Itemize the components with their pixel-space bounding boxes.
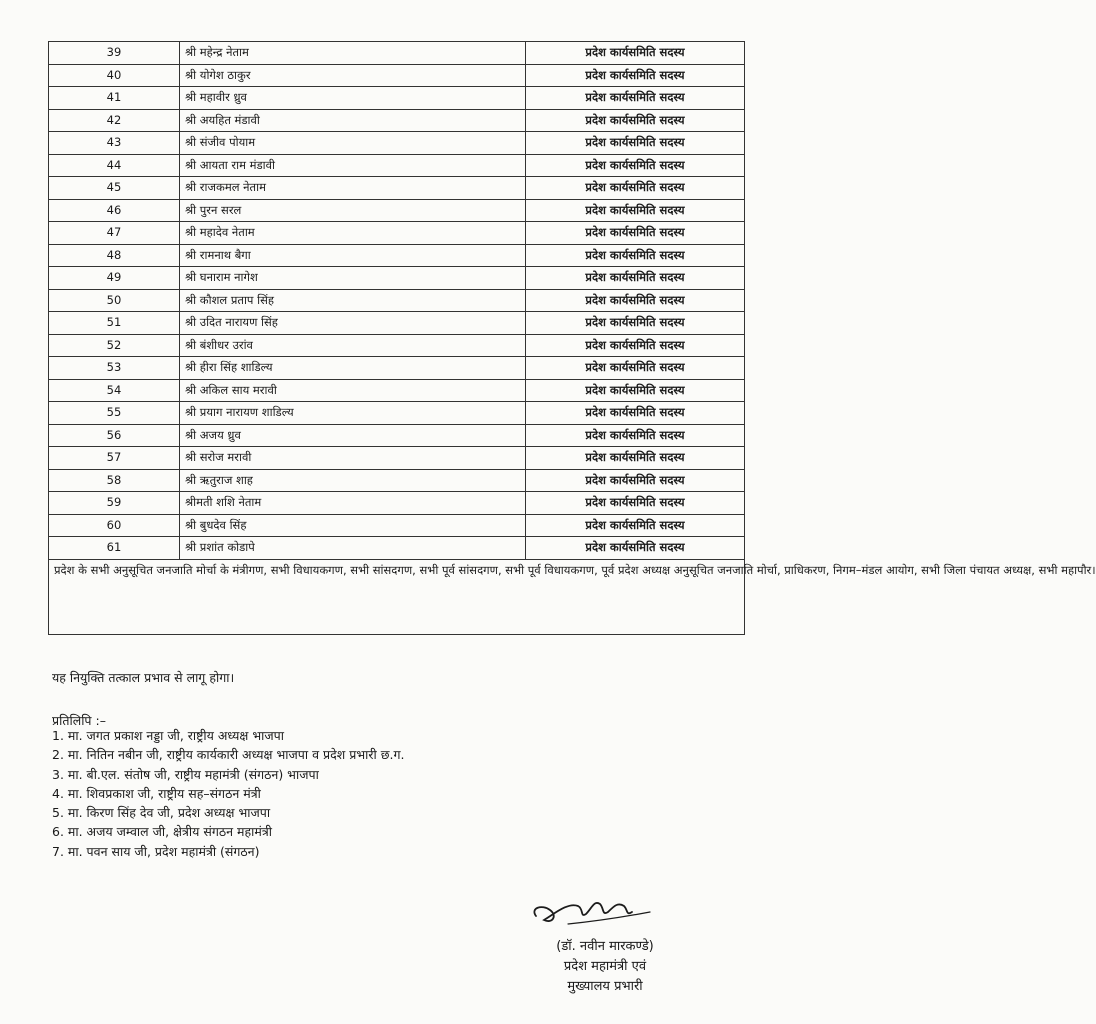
table-row — [49, 199, 745, 222]
member-name: श्री हीरा सिंह शाडिल्य — [180, 357, 526, 380]
member-name: श्री अयहित मंडावी — [180, 109, 526, 132]
copy-list-item: 4. मा. शिवप्रकाश जी, राष्ट्रीय सह–संगठन मंत्री — [52, 785, 261, 801]
copy-list-item: 7. मा. पवन साय जी, प्रदेश महामंत्री (संगठन) — [52, 843, 260, 859]
table-row — [49, 447, 745, 470]
table-row — [49, 289, 745, 312]
table-row — [49, 334, 745, 357]
serial-number: 55 — [49, 402, 180, 425]
serial-number: 40 — [49, 64, 180, 87]
copy-list-item: 3. मा. बी.एल. संतोष जी, राष्ट्रीय महामंत्री (संगठन) भाजपा — [52, 766, 319, 782]
serial-number: 49 — [49, 267, 180, 290]
member-role: प्रदेश कार्यसमिति सदस्य — [526, 379, 745, 402]
member-name: श्री सरोज मरावी — [180, 447, 526, 470]
member-role: प्रदेश कार्यसमिति सदस्य — [526, 222, 745, 245]
table-row — [49, 379, 745, 402]
member-name: श्री महावीर ध्रुव — [180, 87, 526, 110]
signature-image — [528, 884, 658, 934]
member-name: श्री ऋतुराज शाह — [180, 469, 526, 492]
member-name: श्री अजय ध्रुव — [180, 424, 526, 447]
member-role: प्रदेश कार्यसमिति सदस्य — [526, 154, 745, 177]
serial-number: 52 — [49, 334, 180, 357]
member-role: प्रदेश कार्यसमिति सदस्य — [526, 537, 745, 560]
serial-number: 58 — [49, 469, 180, 492]
serial-number: 39 — [49, 42, 180, 65]
serial-number: 41 — [49, 87, 180, 110]
member-name: श्री संजीव पोयाम — [180, 132, 526, 155]
member-role: प्रदेश कार्यसमिति सदस्य — [526, 244, 745, 267]
table-row — [49, 132, 745, 155]
member-name: श्री महादेव नेताम — [180, 222, 526, 245]
table-row — [49, 177, 745, 200]
serial-number: 60 — [49, 514, 180, 537]
member-role: प्रदेश कार्यसमिति सदस्य — [526, 357, 745, 380]
table-row — [49, 42, 745, 65]
table-row — [49, 402, 745, 425]
member-name: श्री पुरन सरल — [180, 199, 526, 222]
copy-list — [52, 726, 404, 861]
signatory-name: (डॉ. नवीन मारकण्डे) — [556, 939, 654, 954]
table-row — [49, 222, 745, 245]
member-name: श्री योगेश ठाकुर — [180, 64, 526, 87]
copy-list-item: 2. मा. नितिन नबीन जी, राष्ट्रीय कार्यकारी अध्यक्ष भाजपा व प्रदेश प्रभारी छ.ग. — [52, 747, 405, 763]
member-name: श्री रामनाथ बैगा — [180, 244, 526, 267]
member-role: प्रदेश कार्यसमिति सदस्य — [526, 109, 745, 132]
table-row — [49, 514, 745, 537]
member-role: प्रदेश कार्यसमिति सदस्य — [526, 492, 745, 515]
member-name: श्रीमती शशि नेताम — [180, 492, 526, 515]
table-row — [49, 64, 745, 87]
serial-number: 46 — [49, 199, 180, 222]
copy-list-item: 5. मा. किरण सिंह देव जी, प्रदेश अध्यक्ष भाजपा — [52, 805, 271, 821]
member-name: श्री महेन्द्र नेताम — [180, 42, 526, 65]
member-name: श्री आयता राम मंडावी — [180, 154, 526, 177]
copy-heading: प्रतिलिपि :– — [52, 713, 106, 728]
serial-number: 57 — [49, 447, 180, 470]
serial-number: 47 — [49, 222, 180, 245]
member-role: प्रदेश कार्यसमिति सदस्य — [526, 87, 745, 110]
table-row — [49, 424, 745, 447]
member-role: प्रदेश कार्यसमिति सदस्य — [526, 289, 745, 312]
serial-number: 45 — [49, 177, 180, 200]
members-table — [48, 41, 1096, 635]
table-row — [49, 537, 745, 560]
serial-number: 43 — [49, 132, 180, 155]
member-name: श्री राजकमल नेताम — [180, 177, 526, 200]
member-name: श्री अकिल साय मरावी — [180, 379, 526, 402]
member-name: श्री प्रयाग नारायण शाडिल्य — [180, 402, 526, 425]
serial-number: 51 — [49, 312, 180, 335]
serial-number: 61 — [49, 537, 180, 560]
table-row — [49, 469, 745, 492]
table-row — [49, 87, 745, 110]
serial-number: 44 — [49, 154, 180, 177]
table-row — [49, 267, 745, 290]
table-row — [49, 244, 745, 267]
serial-number: 56 — [49, 424, 180, 447]
member-role: प्रदेश कार्यसमिति सदस्य — [526, 42, 745, 65]
members-table-body — [49, 42, 745, 560]
signatory-designation: प्रदेश महामंत्री एवं — [563, 959, 647, 974]
serial-number: 59 — [49, 492, 180, 515]
table-row — [49, 357, 745, 380]
copy-list-item: 6. मा. अजय जम्वाल जी, क्षेत्रीय संगठन महामंत्री — [52, 824, 272, 840]
table-row — [49, 154, 745, 177]
member-role: प्रदेश कार्यसमिति सदस्य — [526, 199, 745, 222]
serial-number: 48 — [49, 244, 180, 267]
table-row — [49, 109, 745, 132]
member-name: श्री उदित नारायण सिंह — [180, 312, 526, 335]
member-role: प्रदेश कार्यसमिति सदस्य — [526, 267, 745, 290]
member-name: श्री बुधदेव सिंह — [180, 514, 526, 537]
member-role: प्रदेश कार्यसमिति सदस्य — [526, 334, 745, 357]
table-row — [49, 492, 745, 515]
special-invitees-note: प्रदेश के सभी अनुसूचित जनजाति मोर्चा के मंत्रीगण, सभी विधायकगण, सभी सांसदगण, सभी पूर्व सांसदगण, सभी पूर्व विधायकगण, पूर्व प्रदेश अध्यक्ष अनुसूचित जनजाति मोर्चा, प्राधिकरण, निगम–मंडल आयोग, सभी जिला पंचायत अध्यक्ष, सभी महापौर। — [54, 562, 1096, 577]
signatory-office: मुख्यालय प्रभारी — [567, 979, 643, 994]
member-role: प्रदेश कार्यसमिति सदस्य — [526, 64, 745, 87]
member-name: श्री बंशीधर उरांव — [180, 334, 526, 357]
member-role: प्रदेश कार्यसमिति सदस्य — [526, 402, 745, 425]
effect-note: यह नियुक्ति तत्काल प्रभाव से लागू होगा। — [52, 670, 235, 685]
special-invitees-cell — [49, 559, 1096, 634]
table-row — [49, 312, 745, 335]
member-name: श्री प्रशांत कोडापे — [180, 537, 526, 560]
member-role: प्रदेश कार्यसमिति सदस्य — [526, 424, 745, 447]
member-name: श्री घनाराम नागेश — [180, 267, 526, 290]
member-role: प्रदेश कार्यसमिति सदस्य — [526, 132, 745, 155]
signature-block — [505, 937, 705, 997]
member-name: श्री कौशल प्रताप सिंह — [180, 289, 526, 312]
special-invitees-row — [49, 559, 745, 634]
member-role: प्रदेश कार्यसमिति सदस्य — [526, 312, 745, 335]
serial-number: 54 — [49, 379, 180, 402]
serial-number: 42 — [49, 109, 180, 132]
serial-number: 50 — [49, 289, 180, 312]
copy-list-item: 1. मा. जगत प्रकाश नड्डा जी, राष्ट्रीय अध्यक्ष भाजपा — [52, 728, 284, 743]
serial-number: 53 — [49, 357, 180, 380]
member-role: प्रदेश कार्यसमिति सदस्य — [526, 469, 745, 492]
member-role: प्रदेश कार्यसमिति सदस्य — [526, 177, 745, 200]
member-role: प्रदेश कार्यसमिति सदस्य — [526, 447, 745, 470]
member-role: प्रदेश कार्यसमिति सदस्य — [526, 514, 745, 537]
